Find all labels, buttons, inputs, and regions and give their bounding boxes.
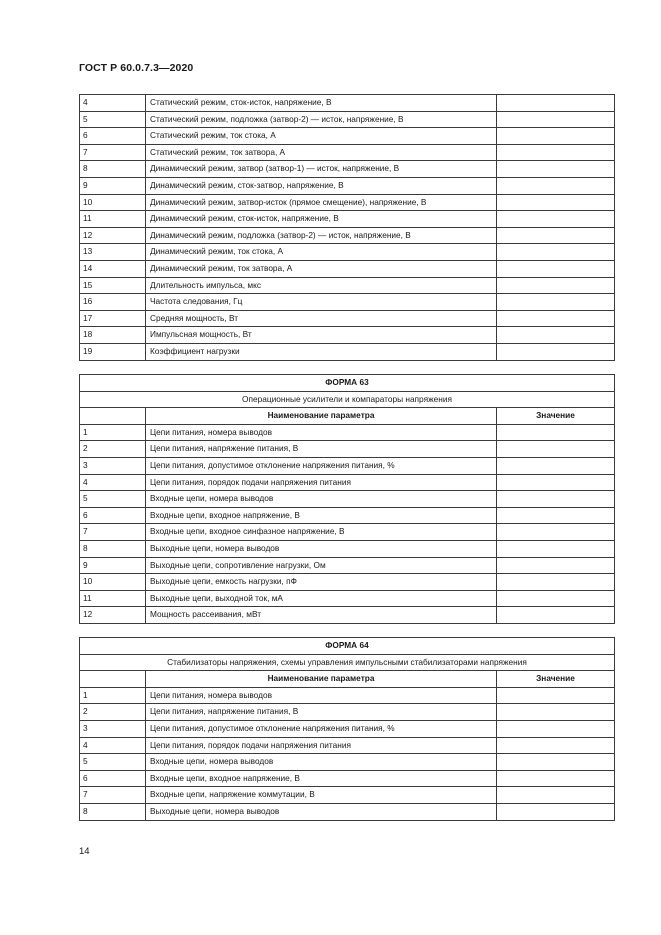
table-row: [80, 194, 615, 211]
form-63-table: [79, 374, 615, 624]
parameter-name: Цепи питания, порядок подачи напряжения питания: [146, 737, 497, 754]
parameter-value: [497, 787, 615, 804]
parameter-name: Входные цепи, входное напряжение, В: [146, 770, 497, 787]
row-number: 4: [80, 95, 146, 112]
parameter-name: Динамический режим, сток-исток, напряжение, В: [146, 211, 497, 228]
form-title-row: [80, 638, 615, 655]
parameter-name: Импульсная мощность, Вт: [146, 327, 497, 344]
parameter-name: Динамический режим, затвор (затвор-1) — исток, напряжение, В: [146, 161, 497, 178]
parameter-name: Входные цепи, входное напряжение, В: [146, 507, 497, 524]
parameter-value: [497, 574, 615, 591]
table-body: [80, 95, 615, 361]
parameter-value: [497, 194, 615, 211]
row-number: 11: [80, 590, 146, 607]
table-row: [80, 111, 615, 128]
parameter-name: Статический режим, сток-исток, напряжение, В: [146, 95, 497, 112]
row-number: 12: [80, 227, 146, 244]
table-row: [80, 524, 615, 541]
parameter-name: Входные цепи, напряжение коммутации, В: [146, 787, 497, 804]
row-number: 19: [80, 343, 146, 360]
parameter-value: [497, 128, 615, 145]
row-number: 14: [80, 260, 146, 277]
parameter-name: Входные цепи, входное синфазное напряжение, В: [146, 524, 497, 541]
document-header: ГОСТ Р 60.0.7.3—2020: [79, 62, 194, 74]
table-row: [80, 607, 615, 624]
parameter-value: [497, 227, 615, 244]
parameter-value: [497, 111, 615, 128]
row-number: 16: [80, 294, 146, 311]
table-row: [80, 590, 615, 607]
parameter-value: [497, 803, 615, 820]
parameter-value: [497, 177, 615, 194]
parameter-value: [497, 457, 615, 474]
parameter-value: [497, 557, 615, 574]
table-row: [80, 457, 615, 474]
table-row: [80, 244, 615, 261]
parameter-value: [497, 491, 615, 508]
form-64-table: [79, 637, 615, 821]
row-number: 6: [80, 128, 146, 145]
table-row: [80, 161, 615, 178]
form-subtitle: Операционные усилители и компараторы напряжения: [80, 391, 615, 408]
form-subtitle-row: [80, 654, 615, 671]
parameter-value: [497, 95, 615, 112]
table-body: [80, 424, 615, 623]
parameter-name: Цепи питания, напряжение питания, В: [146, 704, 497, 721]
parameter-value: [497, 507, 615, 524]
form-title-row: [80, 375, 615, 392]
parameters-table-continued: [79, 94, 615, 361]
column-header-value: Значение: [497, 671, 615, 688]
table-row: [80, 474, 615, 491]
row-number: 3: [80, 720, 146, 737]
table-row: [80, 327, 615, 344]
table-row: [80, 424, 615, 441]
table-row: [80, 574, 615, 591]
parameter-value: [497, 720, 615, 737]
page-number: 14: [79, 846, 90, 857]
row-number: 1: [80, 424, 146, 441]
parameter-name: Динамический режим, затвор-исток (прямое смещение), напряжение, В: [146, 194, 497, 211]
row-number: 7: [80, 787, 146, 804]
table-row: [80, 177, 615, 194]
table-row: [80, 770, 615, 787]
parameter-value: [497, 474, 615, 491]
parameter-value: [497, 144, 615, 161]
form-title: ФОРМА 64: [80, 638, 615, 655]
form-title: ФОРМА 63: [80, 375, 615, 392]
parameter-name: Коэффициент нагрузки: [146, 343, 497, 360]
parameter-value: [497, 260, 615, 277]
row-number: 15: [80, 277, 146, 294]
table-row: [80, 557, 615, 574]
parameter-name: Динамический режим, сток-затвор, напряжение, В: [146, 177, 497, 194]
row-number: 8: [80, 803, 146, 820]
parameter-name: Цепи питания, допустимое отклонение напряжения питания, %: [146, 457, 497, 474]
form-subtitle: Стабилизаторы напряжения, схемы управления импульсными стабилизаторами напряжения: [80, 654, 615, 671]
parameter-name: Выходные цепи, сопротивление нагрузки, Ом: [146, 557, 497, 574]
row-number: 8: [80, 161, 146, 178]
row-number: 4: [80, 474, 146, 491]
parameter-name: Цепи питания, напряжение питания, В: [146, 441, 497, 458]
column-header-num: [80, 671, 146, 688]
table-body: [80, 687, 615, 820]
table-row: [80, 211, 615, 228]
row-number: 6: [80, 507, 146, 524]
parameter-name: Динамический режим, ток затвора, А: [146, 260, 497, 277]
parameter-value: [497, 277, 615, 294]
table-row: [80, 720, 615, 737]
table-row: [80, 294, 615, 311]
parameter-value: [497, 540, 615, 557]
parameter-name: Средняя мощность, Вт: [146, 310, 497, 327]
parameter-value: [497, 310, 615, 327]
table-row: [80, 227, 615, 244]
table-row: [80, 260, 615, 277]
parameter-name: Выходные цепи, номера выводов: [146, 540, 497, 557]
table-row: [80, 95, 615, 112]
table-row: [80, 704, 615, 721]
table-row: [80, 144, 615, 161]
parameter-name: Входные цепи, номера выводов: [146, 754, 497, 771]
table-row: [80, 491, 615, 508]
table-row: [80, 687, 615, 704]
table-row: [80, 343, 615, 360]
parameter-value: [497, 441, 615, 458]
parameter-value: [497, 737, 615, 754]
column-header-value: Значение: [497, 408, 615, 425]
table-row: [80, 277, 615, 294]
parameter-name: Статический режим, подложка (затвор-2) — исток, напряжение, В: [146, 111, 497, 128]
parameter-value: [497, 294, 615, 311]
row-number: 9: [80, 557, 146, 574]
row-number: 13: [80, 244, 146, 261]
parameter-name: Выходные цепи, номера выводов: [146, 803, 497, 820]
parameter-name: Входные цепи, номера выводов: [146, 491, 497, 508]
table-row: [80, 310, 615, 327]
table-row: [80, 787, 615, 804]
parameter-value: [497, 161, 615, 178]
parameter-name: Частота следования, Гц: [146, 294, 497, 311]
row-number: 10: [80, 574, 146, 591]
parameter-value: [497, 687, 615, 704]
table-row: [80, 754, 615, 771]
form-subtitle-row: [80, 391, 615, 408]
row-number: 7: [80, 524, 146, 541]
row-number: 2: [80, 441, 146, 458]
row-number: 11: [80, 211, 146, 228]
column-header-parameter: Наименование параметра: [146, 408, 497, 425]
row-number: 6: [80, 770, 146, 787]
table-row: [80, 507, 615, 524]
row-number: 17: [80, 310, 146, 327]
row-number: 3: [80, 457, 146, 474]
parameter-name: Цепи питания, порядок подачи напряжения питания: [146, 474, 497, 491]
parameter-name: Длительность импульса, мкс: [146, 277, 497, 294]
parameter-name: Цепи питания, допустимое отклонение напряжения питания, %: [146, 720, 497, 737]
parameter-name: Мощность рассеивания, мВт: [146, 607, 497, 624]
parameter-value: [497, 607, 615, 624]
table-row: [80, 540, 615, 557]
parameter-value: [497, 327, 615, 344]
parameter-name: Выходные цепи, емкость нагрузки, пФ: [146, 574, 497, 591]
parameter-value: [497, 343, 615, 360]
parameter-name: Динамический режим, ток стока, А: [146, 244, 497, 261]
parameter-name: Статический режим, ток затвора, А: [146, 144, 497, 161]
table-row: [80, 737, 615, 754]
parameter-name: Выходные цепи, выходной ток, мА: [146, 590, 497, 607]
column-header-parameter: Наименование параметра: [146, 671, 497, 688]
parameter-value: [497, 770, 615, 787]
row-number: 7: [80, 144, 146, 161]
column-header-row: [80, 671, 615, 688]
row-number: 10: [80, 194, 146, 211]
table-row: [80, 803, 615, 820]
row-number: 8: [80, 540, 146, 557]
column-header-num: [80, 408, 146, 425]
row-number: 2: [80, 704, 146, 721]
parameter-name: Динамический режим, подложка (затвор-2) — исток, напряжение, В: [146, 227, 497, 244]
parameter-name: Статический режим, ток стока, А: [146, 128, 497, 145]
row-number: 9: [80, 177, 146, 194]
parameter-value: [497, 244, 615, 261]
parameter-name: Цепи питания, номера выводов: [146, 687, 497, 704]
row-number: 18: [80, 327, 146, 344]
row-number: 5: [80, 111, 146, 128]
parameter-value: [497, 211, 615, 228]
column-header-row: [80, 408, 615, 425]
row-number: 4: [80, 737, 146, 754]
row-number: 12: [80, 607, 146, 624]
row-number: 5: [80, 491, 146, 508]
table-row: [80, 441, 615, 458]
parameter-value: [497, 704, 615, 721]
row-number: 1: [80, 687, 146, 704]
parameter-value: [497, 590, 615, 607]
table-row: [80, 128, 615, 145]
parameter-name: Цепи питания, номера выводов: [146, 424, 497, 441]
parameter-value: [497, 424, 615, 441]
parameter-value: [497, 754, 615, 771]
row-number: 5: [80, 754, 146, 771]
parameter-value: [497, 524, 615, 541]
